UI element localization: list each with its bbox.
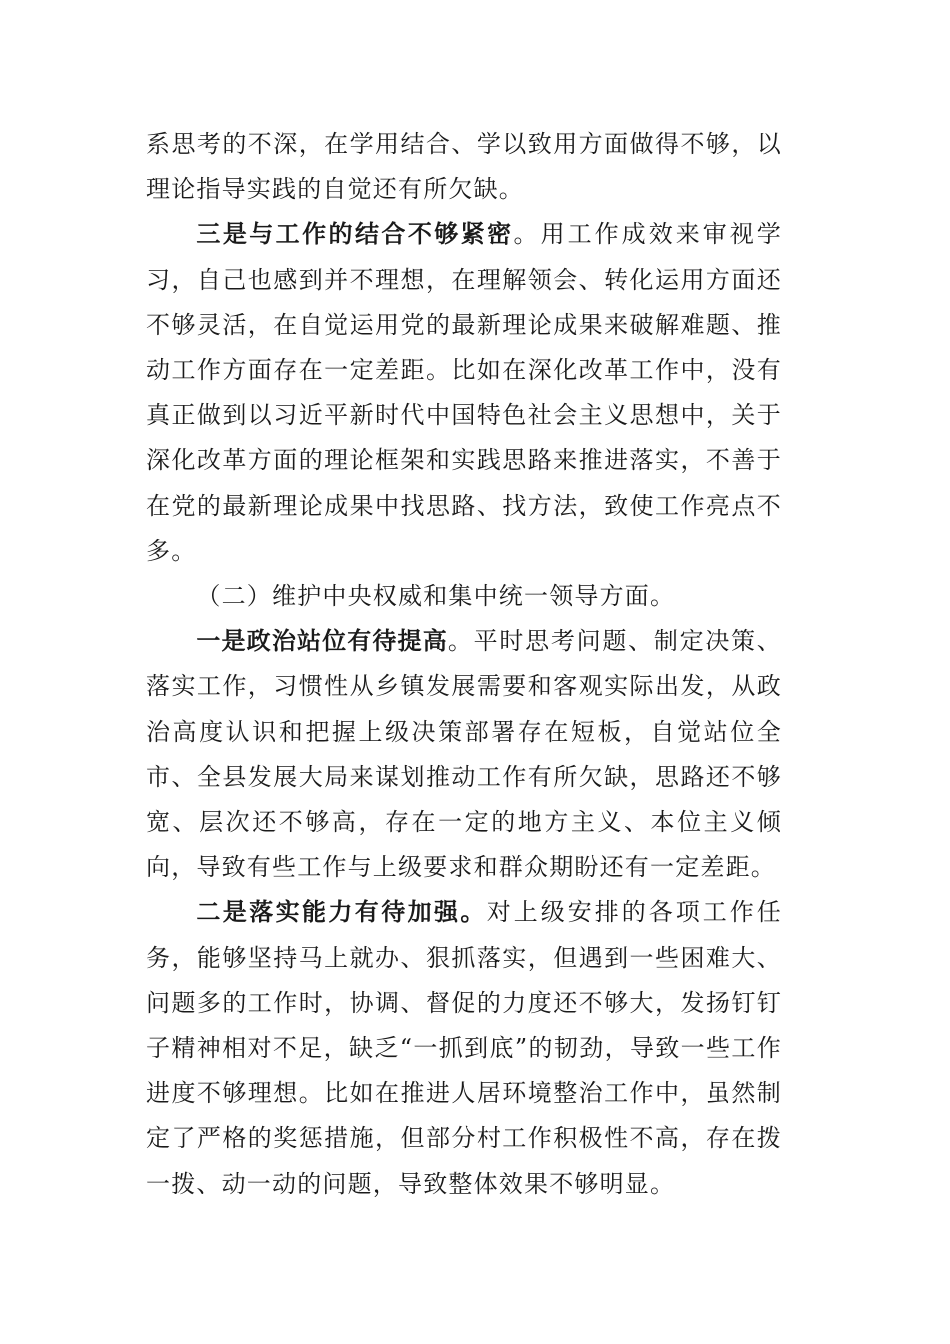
point-two-body: 对上级安排的各项工作任务，能够坚持马上就办、狠抓落实，但遇到一些困难大、问题多的工作时，协调、督促的力度还不够大，发扬钉钉子精神相对不足，缺乏“一抓到底”的韧劲，导致一些工作进度不够理想。比如在推进人居环境整治工作中，虽然制定了严格的奖惩措施，但部分村工作积极性不高，存在拨一拨、动一动的问题，导致整体效果不够明显。: [146, 898, 782, 1198]
document-page: [146, 122, 782, 1207]
point-one-lead: 一是政治站位有待提高: [196, 627, 448, 656]
point-two-lead: 二是落实能力有待加强。: [196, 898, 487, 927]
point-one-body: 。平时思考问题、制定决策、落实工作，习惯性从乡镇发展需要和客观实际出发，从政治高度认识和把握上级决策部署存在短板，自觉站位全市、全县发展大局来谋划推动工作有所欠缺，思路还不够宽、层次还不够高，存在一定的地方主义、本位主义倾向，导致有些工作与上级要求和群众期盼还有一定差距。: [146, 627, 783, 882]
point-three-lead: 三是与工作的结合不够紧密: [196, 220, 514, 249]
paragraph-point-three: [146, 212, 782, 574]
paragraph-point-two: [146, 890, 782, 1206]
section-heading: （二）维护中央权威和集中统一领导方面。: [196, 582, 676, 611]
point-three-body: 。用工作成效来审视学习，自己也感到并不理想，在理解领会、转化运用方面还不够灵活，在自觉运用党的最新理论成果来破解难题、推动工作方面存在一定差距。比如在深化改革工作中，没有真正做到以习近平新时代中国特色社会主义思想中，关于深化改革方面的理论框架和实践思路来推进落实，不善于在党的最新理论成果中找思路、找方法，致使工作亮点不多。: [146, 220, 783, 565]
paragraph-point-one: [146, 619, 782, 890]
paragraph-continuation: 系思考的不深，在学用结合、学以致用方面做得不够，以理论指导实践的自觉还有所欠缺。: [146, 130, 782, 204]
